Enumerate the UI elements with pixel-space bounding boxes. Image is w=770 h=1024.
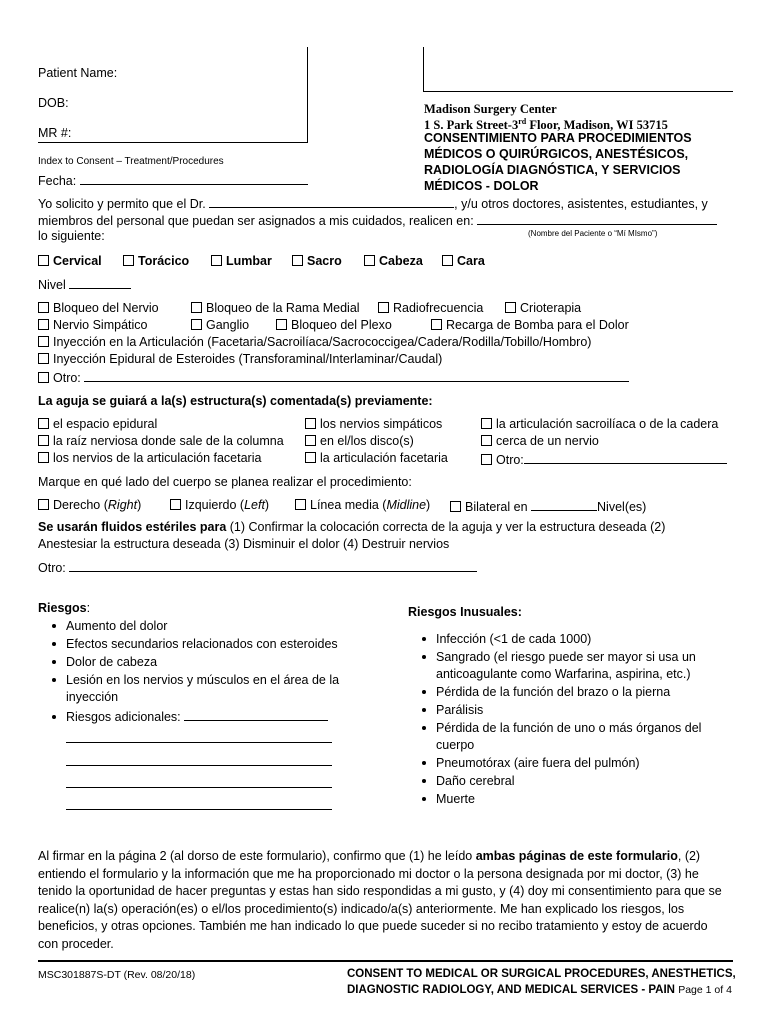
checkbox[interactable] xyxy=(295,499,306,510)
mr-label: MR #: xyxy=(38,126,72,140)
checkbox[interactable] xyxy=(305,435,316,446)
needle-discos[interactable]: en el/los disco(s) xyxy=(305,434,414,448)
unusual-risk-item: Pérdida de la función de uno o más órganos del xyxy=(422,721,701,735)
region-cara[interactable]: Cara xyxy=(442,254,485,268)
checkbox[interactable] xyxy=(505,302,516,313)
checkbox[interactable] xyxy=(305,452,316,463)
fecha-line[interactable] xyxy=(80,172,308,185)
needle-nervios-facetaria[interactable]: los nervios de la articulación facetaria xyxy=(38,451,261,465)
proc-rama-medial[interactable]: Bloqueo de la Rama Medial xyxy=(191,301,360,315)
header-left-box-bottom xyxy=(38,142,308,143)
index-consent-label: Index to Consent – Treatment/Procedures xyxy=(38,156,224,167)
checkbox[interactable] xyxy=(481,418,492,429)
center-address: 1 S. Park Street-3rd Floor, Madison, WI 53715 xyxy=(424,117,668,133)
risk-item-cont: inyección xyxy=(66,690,119,704)
checkbox[interactable] xyxy=(38,499,49,510)
checkbox[interactable] xyxy=(191,319,202,330)
region-cervical[interactable]: Cervical xyxy=(38,254,102,268)
checkbox[interactable] xyxy=(191,302,202,313)
form-title: CONSENTIMIENTO PARA PROCEDIMIENTOS MÉDICOS O QUIRÚRGICOS, ANESTÉSICOS, RADIOLOGÍA DIAGNÓSTICA, Y SERVICIOS MÉDICOS - DOLOR xyxy=(424,131,692,193)
checkbox[interactable] xyxy=(38,452,49,463)
region-sacro[interactable]: Sacro xyxy=(292,254,342,268)
risk-item: Lesión en los nervios y músculos en el área de la xyxy=(52,673,339,687)
fluids-otro-line[interactable] xyxy=(69,559,477,572)
checkbox[interactable] xyxy=(38,319,49,330)
checkbox[interactable] xyxy=(276,319,287,330)
nivel-field: Nivel xyxy=(38,276,131,292)
region-cabeza[interactable]: Cabeza xyxy=(364,254,423,268)
header-left-box-line xyxy=(307,47,308,142)
additional-risk-line[interactable] xyxy=(66,742,332,743)
checkbox[interactable] xyxy=(378,302,389,313)
risk-item: Dolor de cabeza xyxy=(52,655,157,669)
bilateral-line[interactable] xyxy=(531,498,597,511)
footer-rule xyxy=(38,960,733,962)
checkbox[interactable] xyxy=(364,255,375,266)
checkbox[interactable] xyxy=(38,418,49,429)
side-izquierdo[interactable]: Izquierdo (Left) xyxy=(170,498,269,512)
checkbox[interactable] xyxy=(450,501,461,512)
region-lumbar[interactable]: Lumbar xyxy=(211,254,272,268)
header-right-box-bottom xyxy=(423,91,733,92)
consent-line-1: Yo solicito y permito que el Dr. , y/u otros doctores, asistentes, estudiantes, y xyxy=(38,197,708,211)
risk-item-additional: Riesgos adicionales: xyxy=(52,708,328,724)
dob-label: DOB: xyxy=(38,96,69,110)
center-name: Madison Surgery Center xyxy=(424,102,557,116)
proc-crioterapia[interactable]: Crioterapia xyxy=(505,301,581,315)
proc-inyeccion-articulacion[interactable]: Inyección en la Articulación (Facetaria/Sacroilíaca/Sacrococcigea/Cadera/Rodilla/Tobillo/Hombro) xyxy=(38,335,591,349)
checkbox[interactable] xyxy=(123,255,134,266)
fluids-line-1: Se usarán fluidos estériles para (1) Confirmar la colocación correcta de la aguja y ver la estructura deseada (2) xyxy=(38,520,666,534)
unusual-risk-item: Muerte xyxy=(422,792,475,806)
patient-name-label: Patient Name: xyxy=(38,66,118,80)
checkbox[interactable] xyxy=(481,454,492,465)
region-toracico[interactable]: Torácico xyxy=(123,254,189,268)
additional-risk-line[interactable] xyxy=(184,708,328,721)
side-question: Marque en qué lado del cuerpo se planea realizar el procedimiento: xyxy=(38,475,412,489)
unusual-risks-heading: Riesgos Inusuales: xyxy=(408,605,522,619)
side-derecho[interactable]: Derecho (Right) xyxy=(38,498,141,512)
consent-line-3: lo siguiente: xyxy=(38,229,105,243)
risk-item: Aumento del dolor xyxy=(52,619,167,633)
checkbox[interactable] xyxy=(38,302,49,313)
unusual-risk-item: Parálisis xyxy=(422,703,483,717)
proc-ganglio[interactable]: Ganglio xyxy=(191,318,249,332)
checkbox[interactable] xyxy=(481,435,492,446)
unusual-risk-item-cont: cuerpo xyxy=(436,738,475,752)
needle-raiz[interactable]: la raíz nerviosa donde sale de la columna xyxy=(38,434,284,448)
footer-title-2: DIAGNOSTIC RADIOLOGY, AND MEDICAL SERVICES - PAIN Page 1 of 4 xyxy=(347,984,732,996)
checkbox[interactable] xyxy=(38,255,49,266)
fluids-line-2: Anestesiar la estructura deseada (3) Disminuir el dolor (4) Destruir nervios xyxy=(38,537,450,551)
additional-risk-line[interactable] xyxy=(66,787,332,788)
proc-nervio-simpatico[interactable]: Nervio Simpático xyxy=(38,318,147,332)
checkbox[interactable] xyxy=(292,255,303,266)
additional-risk-line[interactable] xyxy=(66,765,332,766)
proc-recarga-bomba[interactable]: Recarga de Bomba para el Dolor xyxy=(431,318,629,332)
consent-line-2: miembros del personal que puedan ser asignados a mis cuidados, realicen en: xyxy=(38,212,717,228)
signature-paragraph: Al firmar en la página 2 (al dorso de este formulario), confirmo que (1) he leído ambas páginas de este formulario, (2) entiendo el formulario y la información que me ha proporcionado mi doctor o la persona designada por mi doctor, (3) he tenido la oportunidad de hacer preguntas y estas han sido respondidas a mi gusto, y (4) doy mi consentimiento para que se realice(n) la(s) operación(es) o el/los procedimiento(s) indicado/a(s) anteriormente. Me han explicado los riesgos, los beneficios, y otras opciones. También me han indicado lo que puede suceder si no recibo tratamiento y estoy de acuerdo con proceder. xyxy=(38,849,722,951)
unusual-risk-item: Daño cerebral xyxy=(422,774,515,788)
needle-epidural[interactable]: el espacio epidural xyxy=(38,417,157,431)
checkbox[interactable] xyxy=(38,372,49,383)
needle-sacroiliaca[interactable]: la articulación sacroilíaca o de la cadera xyxy=(481,417,718,431)
form-code: MSC301887S-DT (Rev. 08/20/18) xyxy=(38,969,196,981)
needle-heading: La aguja se guiará a la(s) estructura(s) comentada(s) previamente: xyxy=(38,394,433,408)
needle-facetaria[interactable]: la articulación facetaria xyxy=(305,451,448,465)
fecha-field[interactable] xyxy=(38,172,308,188)
unusual-risk-item: Pneumotórax (aire fuera del pulmón) xyxy=(422,756,640,770)
doctor-name-line[interactable] xyxy=(209,195,454,208)
checkbox[interactable] xyxy=(170,499,181,510)
proc-otro[interactable]: Otro: xyxy=(38,369,629,385)
checkbox[interactable] xyxy=(38,435,49,446)
proc-radiofrecuencia[interactable]: Radiofrecuencia xyxy=(378,301,483,315)
checkbox[interactable] xyxy=(38,336,49,347)
checkbox[interactable] xyxy=(431,319,442,330)
proc-bloqueo-plexo[interactable]: Bloqueo del Plexo xyxy=(276,318,392,332)
unusual-risk-item: Sangrado (el riesgo puede ser mayor si usa un xyxy=(422,650,696,664)
unusual-risk-item: Infección (<1 de cada 1000) xyxy=(422,632,591,646)
additional-risk-line[interactable] xyxy=(66,809,332,810)
page-number: Page 1 of 4 xyxy=(678,984,732,996)
nivel-line[interactable] xyxy=(69,276,131,289)
proc-inyeccion-epidural[interactable]: Inyección Epidural de Esteroides (Transforaminal/Interlaminar/Caudal) xyxy=(38,352,442,366)
checkbox[interactable] xyxy=(305,418,316,429)
risks-heading: Riesgos: xyxy=(38,601,91,615)
proc-bloqueo-nervio[interactable]: Bloqueo del Nervio xyxy=(38,301,159,315)
risk-item: Efectos secundarios relacionados con esteroides xyxy=(52,637,338,651)
patient-name-hint: (Nombre del Paciente o “Mí MIsmo”) xyxy=(528,229,658,238)
unusual-risk-item: Pérdida de la función del brazo o la pierna xyxy=(422,685,670,699)
needle-otro-line[interactable] xyxy=(524,451,727,464)
checkbox[interactable] xyxy=(442,255,453,266)
needle-cerca-nervio[interactable]: cerca de un nervio xyxy=(481,434,599,448)
footer-title-1: CONSENT TO MEDICAL OR SURGICAL PROCEDURES, ANESTHETICS, xyxy=(347,968,736,980)
fecha-label: Fecha: xyxy=(38,174,77,188)
header-right-box-line xyxy=(423,47,424,91)
fluids-otro: Otro: xyxy=(38,559,477,575)
side-linea-media[interactable]: Línea media (Midline) xyxy=(295,498,430,512)
checkbox[interactable] xyxy=(211,255,222,266)
proc-otro-line[interactable] xyxy=(84,369,629,382)
needle-otro[interactable]: Otro: xyxy=(481,451,727,467)
side-bilateral[interactable]: Bilateral en Nivel(es) xyxy=(450,498,646,514)
needle-simpaticos[interactable]: los nervios simpáticos xyxy=(305,417,442,431)
unusual-risk-item-cont: anticoagulante como Warfarina, aspirina, etc.) xyxy=(436,667,691,681)
patient-name-line[interactable] xyxy=(477,212,717,225)
checkbox[interactable] xyxy=(38,353,49,364)
